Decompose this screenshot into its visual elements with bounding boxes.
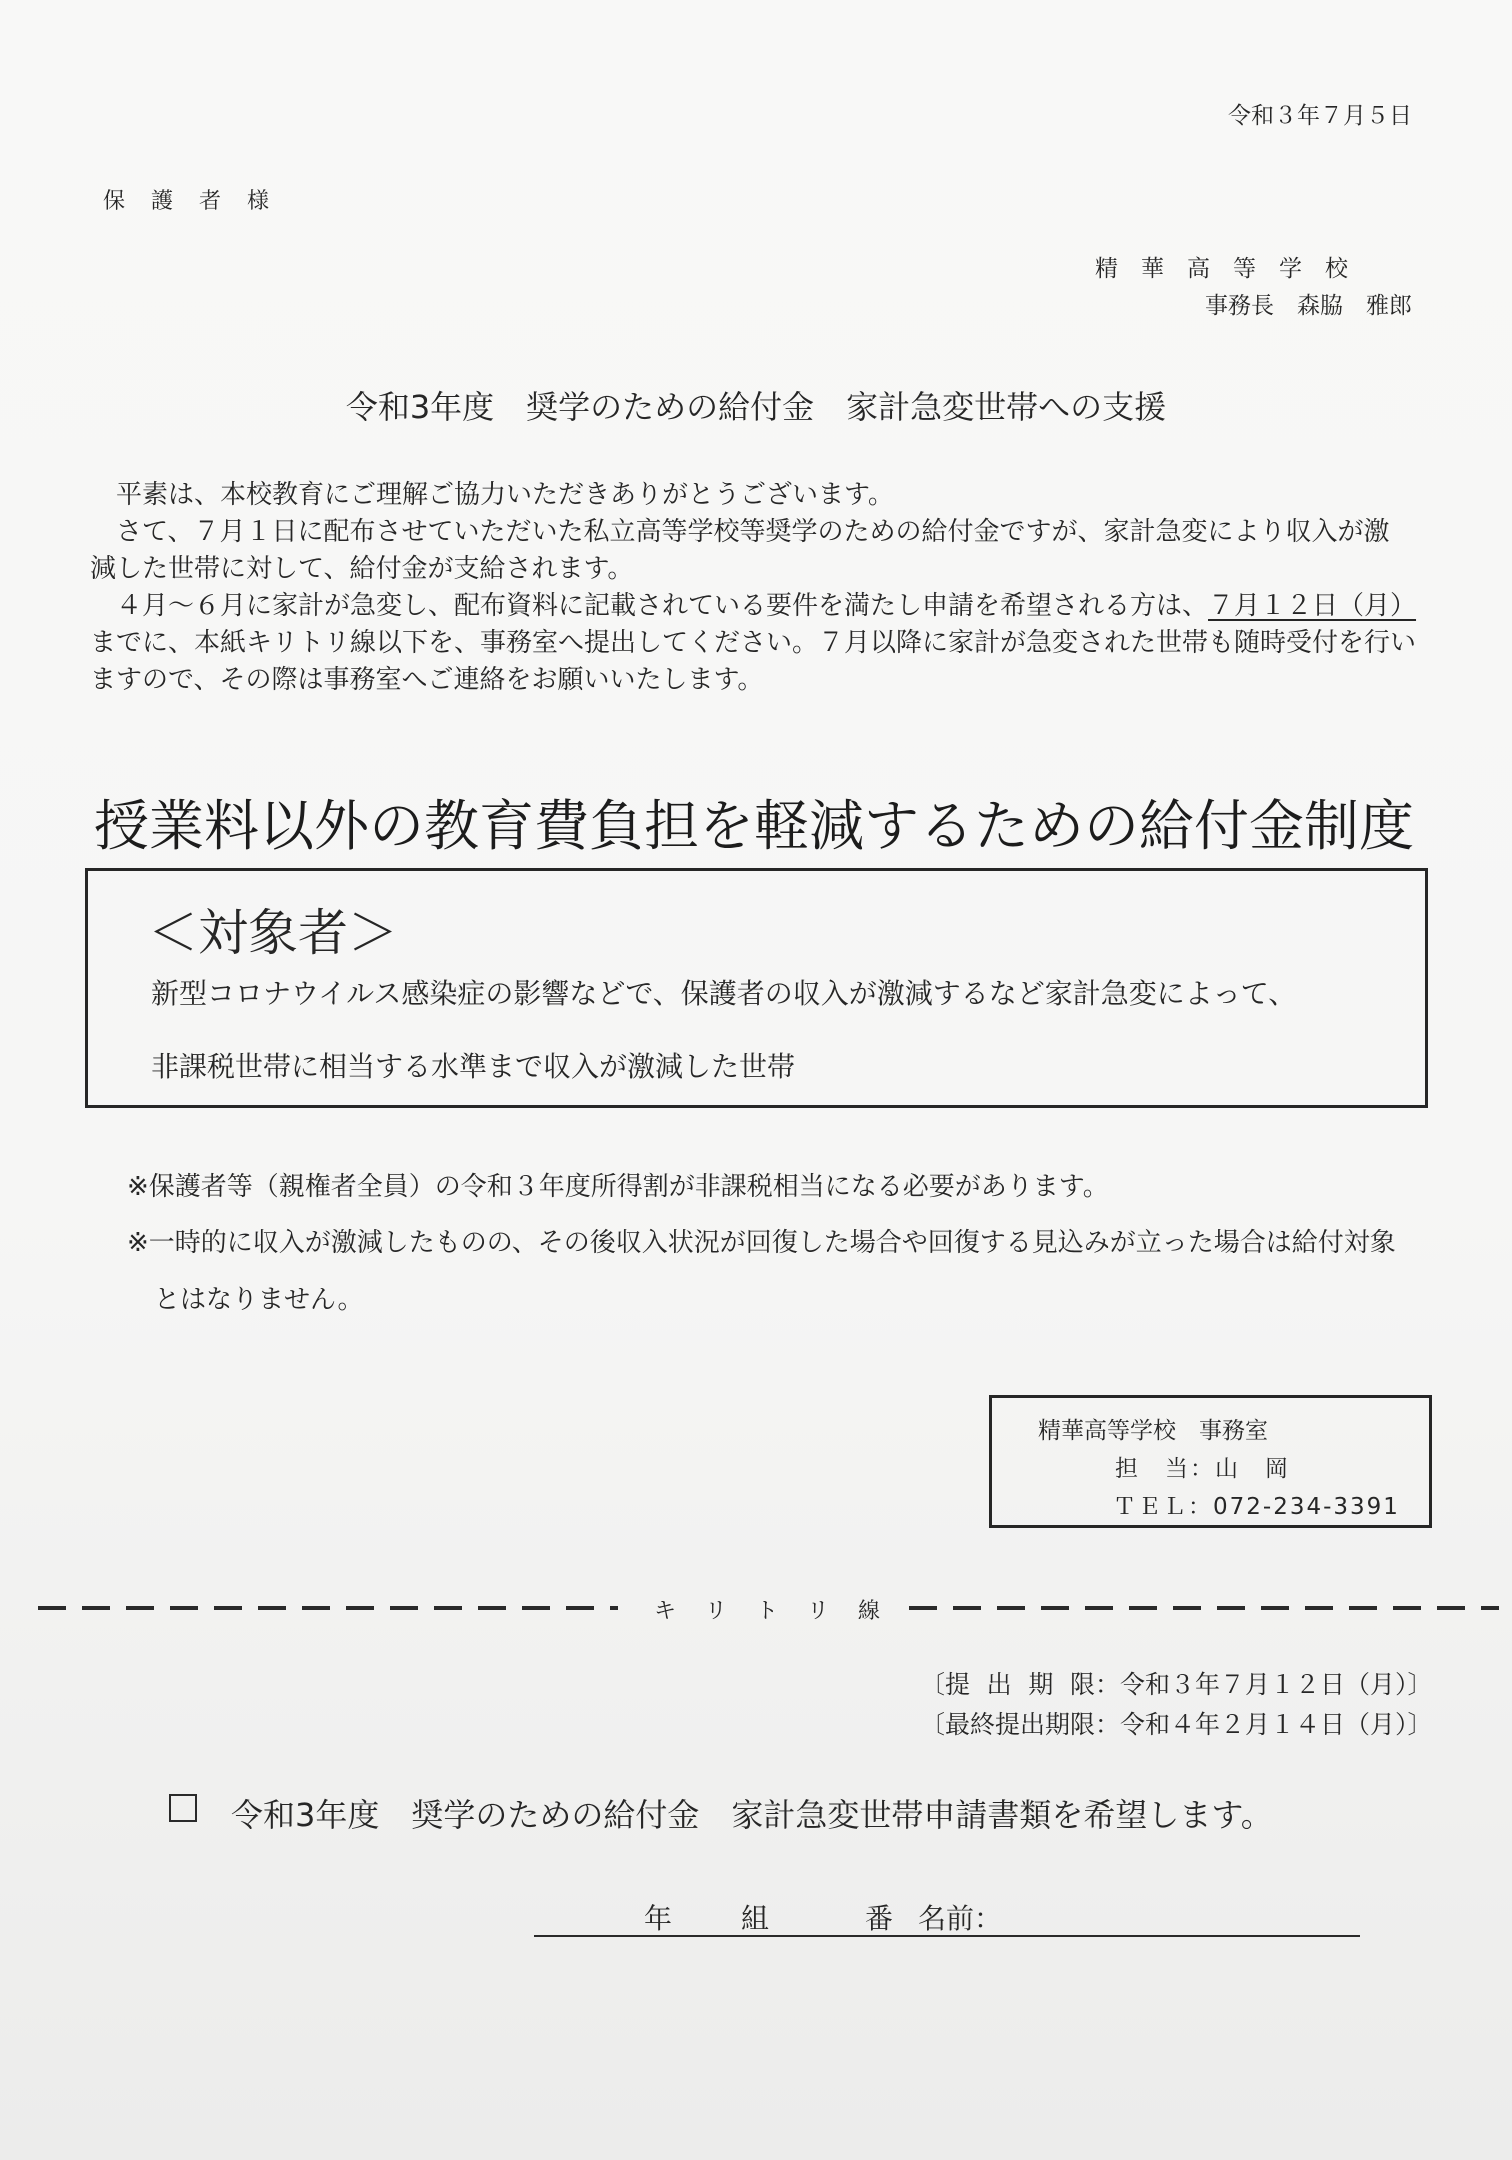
target-description-line: 新型コロナウイルス感染症の影響などで、保護者の収入が激減するなど家計急変によって、 xyxy=(151,977,1297,1010)
target-box xyxy=(85,868,1428,1108)
note-income-requirement: ※保護者等（親権者全員）の令和３年度所得割が非課税相当になる必要があります。 xyxy=(127,1172,1109,1202)
deadline-label: 最終提出期限 xyxy=(945,1710,1096,1739)
school-name: 精華高等学校 xyxy=(1095,256,1371,282)
intro-line: ますので、その際は事務室へご連絡をお願いいたします。 xyxy=(90,665,764,695)
deadline-value: ：令和３年７月１２日（月） xyxy=(1095,1670,1408,1699)
contact-person: 担 当：山 岡 xyxy=(1115,1456,1290,1482)
bracket-close: 〕 xyxy=(1407,1710,1433,1739)
intro-paragraph xyxy=(90,477,1416,699)
request-checkbox[interactable] xyxy=(169,1794,197,1822)
document-date: 令和３年７月５日 xyxy=(1228,103,1412,129)
contact-box xyxy=(989,1395,1432,1528)
contact-office: 精華高等学校 事務室 xyxy=(1038,1418,1268,1444)
deadline-value: ：令和４年２月１４日（月） xyxy=(1095,1710,1408,1739)
intro-line: 平素は、本校教育にご理解ご協力いただきありがとうございます。 xyxy=(116,480,894,510)
name-label: 名前： xyxy=(918,1902,1003,1935)
intro-line: までに、本紙キリトリ線以下を、事務室へ提出してください。７月以降に家計が急変された世帯も随時受付を行い xyxy=(90,628,1417,658)
bracket-close: 〕 xyxy=(1407,1670,1433,1699)
document-title: 令和3年度 奨学のための給付金 家計急変世帯への支援 xyxy=(345,388,1167,426)
final-deadline-row xyxy=(920,1705,1433,1745)
cut-line-right xyxy=(909,1606,1499,1610)
contact-phone: ＴＥＬ：072-234-3391 xyxy=(1113,1494,1400,1520)
underlined-deadline: ７月１２日（月） xyxy=(1208,591,1417,621)
note-recovery: ※一時的に収入が激減したものの、その後収入状況が回復した場合や回復する見込みが立った場合は給付対象 xyxy=(127,1228,1396,1258)
intro-line: さて、７月１日に配布させていただいた私立高等学校等奨学のための給付金ですが、家計急変により収入が激 xyxy=(116,517,1390,547)
intro-line xyxy=(90,588,1416,625)
intro-line-text: ４月～６月に家計が急変し、配布資料に記載されている要件を満たし申請を希望される方は、 xyxy=(116,591,1209,621)
target-description-line: 非課税世帯に相当する水準まで収入が激減した世帯 xyxy=(151,1050,796,1083)
target-label: ＜対象者＞ xyxy=(148,904,398,962)
program-heading: 授業料以外の教育費負担を軽減するための給付金制度 xyxy=(94,794,1415,858)
request-text: 令和3年度 奨学のための給付金 家計急変世帯申請書類を希望します。 xyxy=(231,1796,1273,1834)
sender-name: 事務長 森脇 雅郎 xyxy=(1205,293,1412,319)
intro-line: 減した世帯に対して、給付金が支給されます。 xyxy=(90,554,634,584)
note-recovery-continued: とはなりません。 xyxy=(154,1285,364,1315)
recipient-line: 保護者様 xyxy=(103,189,296,214)
cut-line-left xyxy=(38,1606,618,1610)
deadline-label: 提出期限 xyxy=(945,1670,1096,1699)
deadline-block xyxy=(920,1665,1433,1745)
deadline-row xyxy=(920,1665,1433,1705)
cut-line-label: キリトリ線 xyxy=(654,1599,910,1624)
student-number-label: 番 xyxy=(865,1902,894,1935)
bracket-open: 〔 xyxy=(920,1710,946,1739)
name-field-underline[interactable] xyxy=(534,1935,1360,1937)
class-label: 組 xyxy=(741,1902,770,1935)
bracket-open: 〔 xyxy=(920,1670,946,1699)
grade-label: 年 xyxy=(644,1902,673,1935)
